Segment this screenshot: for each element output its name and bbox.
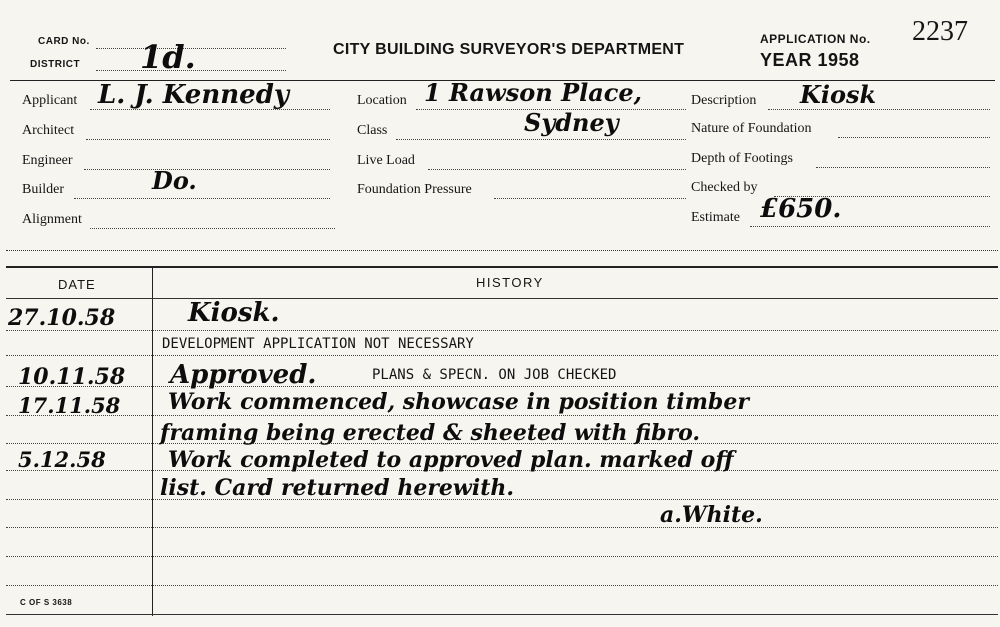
history-entry: list. Card returned herewith.	[160, 475, 515, 501]
class-label: Class	[357, 123, 388, 138]
alignment-line	[90, 228, 335, 229]
location-label: Location	[357, 93, 407, 108]
row-rule	[6, 330, 998, 331]
location-value: 1 Rawson Place,	[424, 78, 643, 107]
live-load-label: Live Load	[357, 153, 415, 168]
alignment-label: Alignment	[22, 212, 82, 227]
department-title: CITY BUILDING SURVEYOR'S DEPARTMENT	[333, 41, 685, 58]
depth-line	[816, 167, 990, 168]
builder-line	[74, 198, 330, 199]
row-rule	[6, 527, 998, 528]
history-date: 5.12.58	[18, 447, 106, 472]
history-stamp: PLANS & SPECN. ON JOB CHECKED	[372, 367, 617, 383]
row-rule	[6, 355, 998, 356]
estimate-line	[750, 226, 990, 227]
live-load-line	[428, 169, 686, 170]
table-top-rule	[6, 266, 998, 268]
application-number: 2237	[912, 16, 968, 47]
class-line	[396, 139, 686, 140]
row-rule	[6, 386, 998, 387]
table-bottom-rule	[6, 614, 998, 615]
application-label: APPLICATION No.	[760, 32, 871, 46]
architect-label: Architect	[22, 123, 75, 138]
history-entry: Work commenced, showcase in position timber	[168, 389, 749, 415]
row-rule	[6, 585, 998, 586]
engineer-line	[84, 169, 330, 170]
row-rule	[6, 556, 998, 557]
nature-line	[838, 137, 990, 138]
history-stamp: DEVELOPMENT APPLICATION NOT NECESSARY	[162, 336, 474, 352]
nature-of-foundation-label: Nature of Foundation	[691, 121, 812, 136]
checked-by-label: Checked by	[691, 180, 758, 195]
engineer-label: Engineer	[22, 153, 73, 168]
history-date: 17.11.58	[18, 393, 121, 418]
description-label: Description	[691, 93, 757, 108]
card-no-label: CARD No.	[38, 36, 90, 47]
applicant-value: L. J. Kennedy	[98, 80, 289, 110]
class-value: Sydney	[524, 108, 619, 137]
date-header: DATE	[58, 277, 96, 292]
architect-line	[86, 139, 330, 140]
year-label: YEAR 1958	[760, 50, 860, 70]
district-label: DISTRICT	[30, 59, 81, 70]
estimate-label: Estimate	[691, 210, 740, 225]
history-date: 27.10.58	[8, 305, 116, 331]
foundation-pressure-label: Foundation Pressure	[357, 182, 472, 197]
history-entry: Approved.	[170, 360, 317, 390]
history-date: 10.11.58	[18, 364, 126, 390]
table-top-dotted-rule	[6, 250, 998, 251]
column-divider	[152, 266, 153, 616]
form-code: C OF S 3638	[20, 598, 73, 607]
district-value: 1d.	[140, 38, 196, 76]
builder-label: Builder	[22, 182, 64, 197]
description-line	[768, 109, 990, 110]
signature: a.White.	[660, 502, 763, 528]
applicant-label: Applicant	[22, 93, 78, 108]
description-value: Kiosk	[800, 80, 877, 109]
history-entry: Kiosk.	[188, 298, 280, 328]
history-entry: Work completed to approved plan. marked off	[168, 447, 734, 473]
estimate-value: £650.	[760, 194, 842, 224]
row-rule	[6, 415, 998, 416]
history-entry: framing being erected & sheeted with fibro.	[160, 420, 701, 446]
foundation-pressure-line	[494, 198, 686, 199]
row-rule	[6, 298, 998, 299]
history-header: HISTORY	[476, 275, 544, 290]
builder-value: Do.	[152, 166, 197, 195]
depth-of-footings-label: Depth of Footings	[691, 151, 793, 166]
